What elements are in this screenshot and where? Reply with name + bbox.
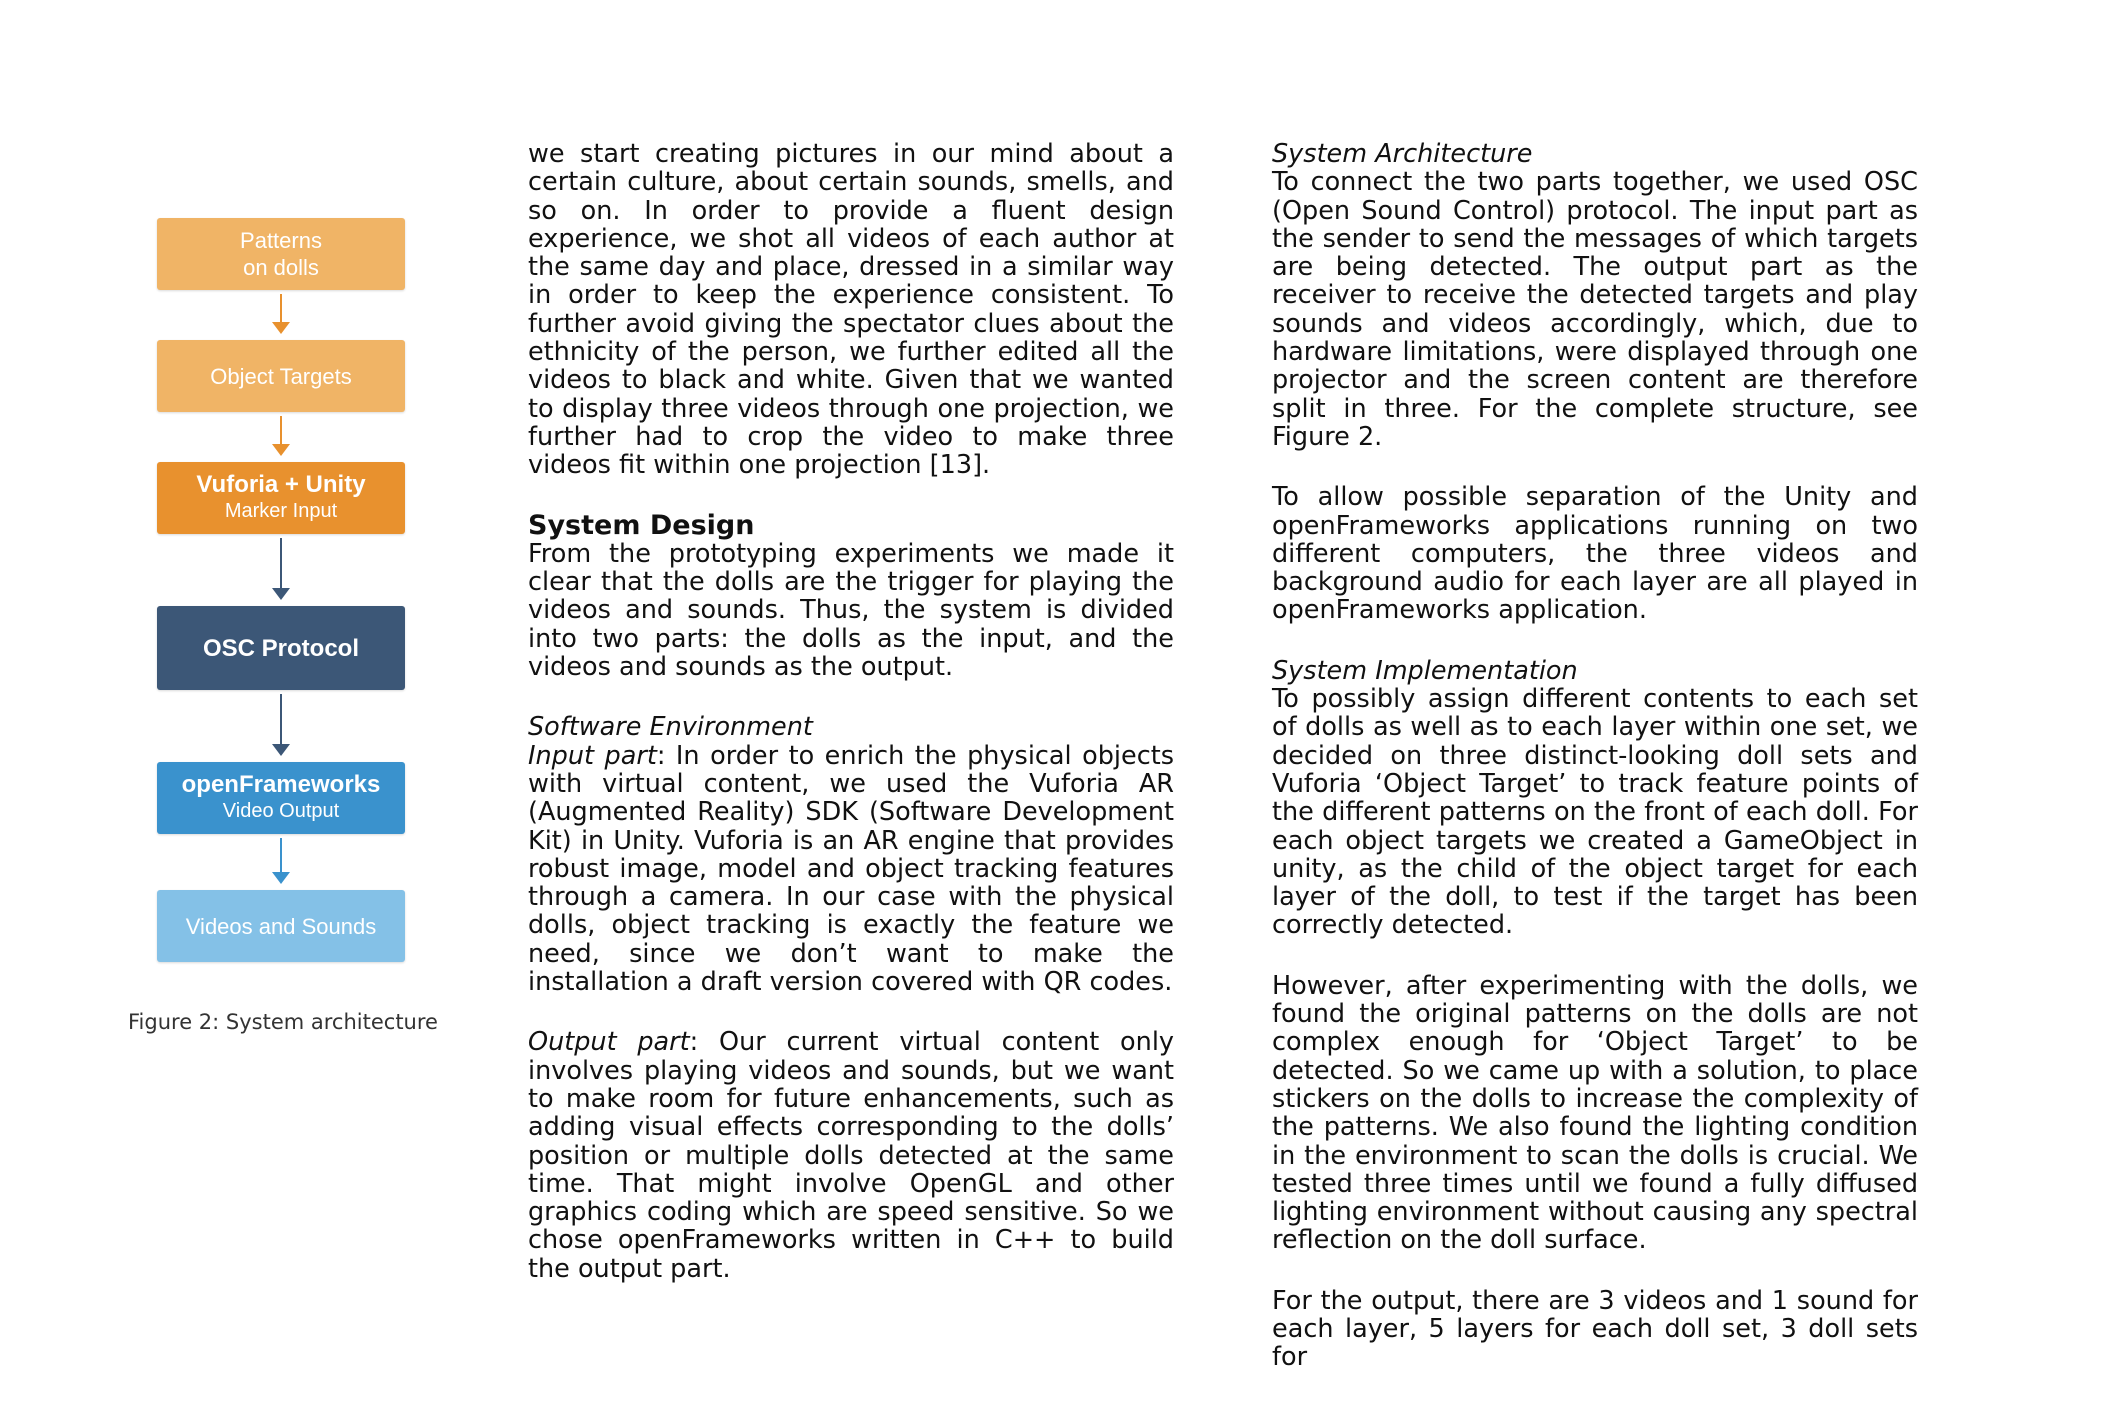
arrow-down-icon bbox=[278, 838, 284, 884]
box-label: Vuforia + Unity bbox=[196, 471, 366, 498]
paragraph-label: Input part bbox=[528, 740, 657, 771]
paragraph-label: Output part bbox=[528, 1027, 690, 1058]
subsection-heading: Software Environment bbox=[528, 712, 813, 743]
right-column bbox=[1272, 140, 1918, 1404]
body-paragraph: However, after experimenting with the dolls, we found the original patterns on the dolls are not complex enough for ‘Object Target’ to be detected. So we came up with a solution, to place stickers on the dolls to increase the complexity of the patterns. We also found the lighting condition in the environment to scan the dolls is crucial. We tested three times until we found a fully diffused lighting environment without causing any spectral reflection on the doll surface. bbox=[1272, 970, 1918, 1256]
section-heading: System Design bbox=[528, 509, 755, 541]
arrow-down-icon bbox=[278, 416, 284, 456]
body-paragraph: : In order to enrich the physical objects with virtual content, we used the Vuforia AR (Augmented Reality) SDK (Software Development Kit) in Unity. Vuforia is an AR engine that provides robust image, model and object tracking features through a camera. In our case with the physical dolls, object tracking is exactly the feature we need, since we don’t want to make the installation a draft version covered with QR codes. bbox=[528, 740, 1174, 998]
body-paragraph: For the output, there are 3 videos and 1 sound for each layer, 5 layers for each doll set, 3 doll sets for bbox=[1272, 1285, 1918, 1373]
subsection-heading: System Implementation bbox=[1272, 655, 1578, 686]
box-label: Videos and Sounds bbox=[185, 913, 377, 939]
arrow-down-icon bbox=[278, 694, 284, 756]
box-sublabel: on dolls bbox=[243, 255, 319, 280]
arrow-down-icon bbox=[278, 538, 284, 600]
middle-column bbox=[528, 140, 1174, 1315]
body-paragraph: To connect the two parts together, we used OSC (Open Sound Control) protocol. The input part as the sender to send the messages of which targets are being detected. The output part as the receiver to receive the detected targets and play sounds and videos accordingly, which, due to hardware limitations, were displayed through one projector and the screen content are therefore split in three. For the complete structure, see Figure 2. bbox=[1272, 167, 1918, 452]
box-object-targets bbox=[157, 340, 405, 412]
box-osc-protocol bbox=[157, 606, 405, 690]
box-label: OSC Protocol bbox=[202, 634, 359, 662]
box-label: openFrameworks bbox=[181, 771, 381, 798]
box-vuforia-unity bbox=[157, 462, 405, 534]
body-paragraph: To allow possible separation of the Unity and openFrameworks applications running on two different computers, the three videos and background audio for each layer are all played in openFrameworks application. bbox=[1272, 482, 1918, 626]
body-paragraph: From the prototyping experiments we made it clear that the dolls are the trigger for playing the videos and sounds. Thus, the system is divided into two parts: the dolls as the input, and the videos and sounds as the output. bbox=[528, 538, 1174, 683]
system-architecture-figure bbox=[120, 210, 450, 1050]
box-sublabel: Marker Input bbox=[224, 500, 338, 522]
box-label: Object Targets bbox=[210, 363, 352, 389]
body-paragraph: : Our current virtual content only involves playing videos and sounds, but we want to make room for future enhancements, such as adding visual effects corresponding to the dolls’ position or multiple dolls detected at the same time. That might involve OpenGL and other graphics coding which are speed sensitive. So we chose openFrameworks written in C++ to build the output part. bbox=[528, 1027, 1174, 1284]
box-sublabel: Video Output bbox=[222, 800, 340, 822]
box-label: Patterns bbox=[240, 228, 322, 253]
box-patterns-on-dolls bbox=[157, 218, 405, 290]
body-paragraph: To possibly assign different contents to each set of dolls as well as to each layer within one set, we decided on three distinct-looking doll sets and Vuforia ‘Object Target’ to track feature points of the different patterns on the front of each doll. For each object targets we created a GameObject in unity, as the child of the object target for each layer of the doll, to test if the target has been correctly detected. bbox=[1272, 684, 1918, 941]
arrow-down-icon bbox=[278, 294, 284, 334]
figure-caption: Figure 2: System architecture bbox=[128, 1010, 438, 1034]
box-videos-and-sounds bbox=[157, 890, 405, 962]
box-openframeworks bbox=[157, 762, 405, 834]
body-paragraph: we start creating pictures in our mind about a certain culture, about certain sounds, smells, and so on. In order to provide a fluent design experience, we shot all videos of each author at the same day and place, dressed in a similar way in order to keep the experience consistent. To further avoid giving the spectator clues about the ethnicity of the person, we further edited all the videos to black and white. Given that we wanted to display three videos through one projection, we further had to crop the video to make three videos fit within one projection [13]. bbox=[528, 139, 1174, 481]
subsection-heading: System Architecture bbox=[1272, 139, 1533, 169]
